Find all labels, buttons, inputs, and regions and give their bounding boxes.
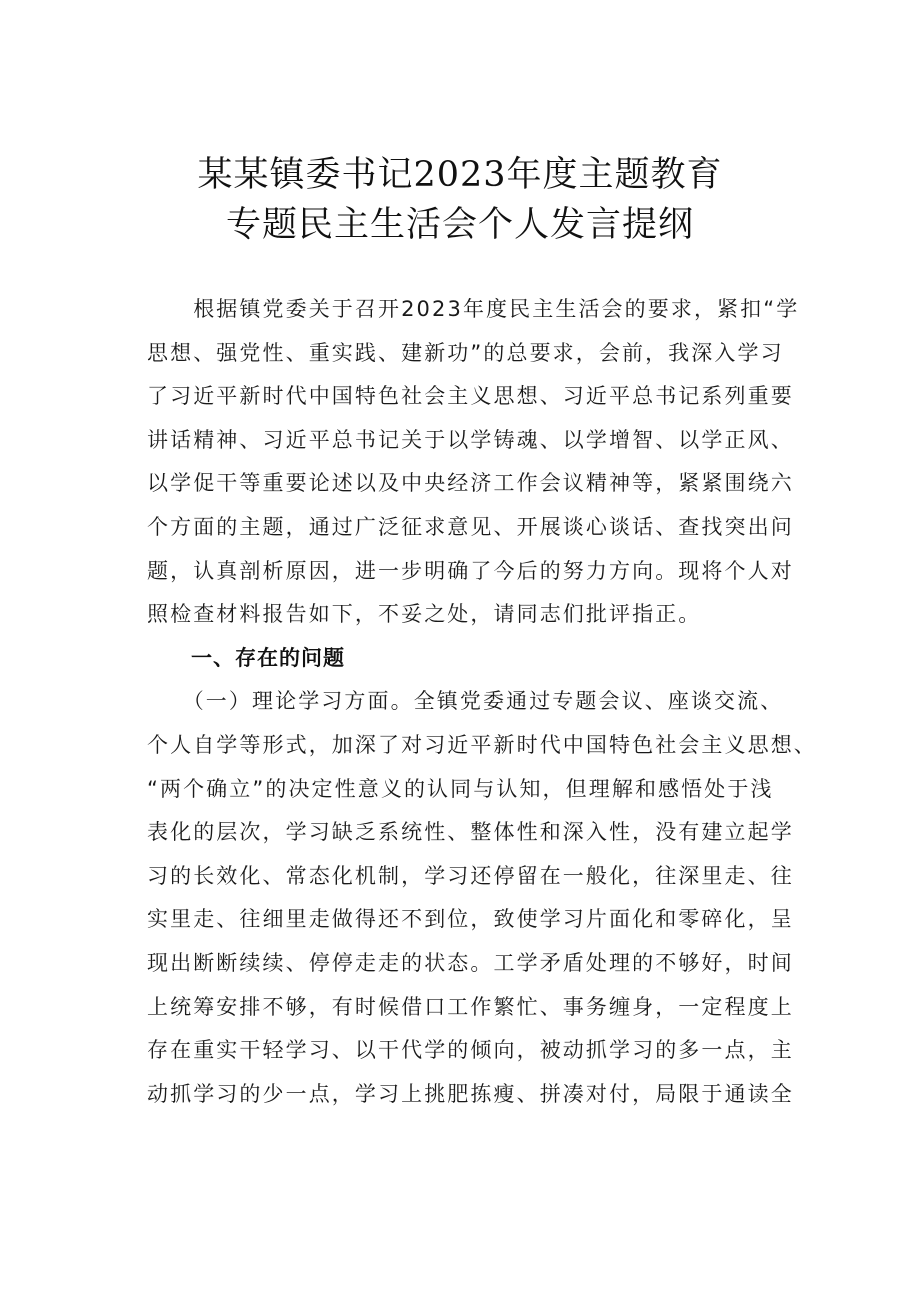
paragraph-line: 上统筹安排不够，有时候借口工作繁忙、事务缠身，一定程度上 [147, 994, 794, 1019]
paragraph-line: 讲话精神、习近平总书记关于以学铸魂、以学增智、以学正风、 [147, 427, 794, 452]
document-title [0, 150, 920, 250]
paragraph-line: 题，认真剖析原因，进一步明确了今后的努力方向。现将个人对 [147, 558, 794, 583]
title-line-2: 专题民主生活会个人发言提纲 [225, 205, 694, 245]
paragraph-line: 了习近平新时代中国特色社会主义思想、习近平总书记系列重要 [147, 384, 794, 409]
paragraph-line: 思想、强党性、重实践、建新功”的总要求，会前，我深入学习 [147, 340, 784, 365]
title-line-1: 某某镇委书记2023年度主题教育 [197, 155, 723, 195]
paragraph-line: 存在重实干轻学习、以干代学的倾向，被动抓学习的多一点，主 [147, 1038, 794, 1063]
paragraph-line: 以学促干等重要论述以及中央经济工作会议精神等，紧紧围绕六 [147, 471, 794, 496]
paragraph-line: 现出断断续续、停停走走的状态。工学矛盾处理的不够好，时间 [147, 950, 794, 975]
paragraph-line: 根据镇党委关于召开2023年度民主生活会的要求，紧扣“学 [147, 297, 800, 321]
paragraph-line: 实里走、往细里走做得还不到位，致使学习片面化和零碎化，呈 [147, 907, 794, 932]
paragraph-line: 个人自学等形式，加深了对习近平新时代中国特色社会主义思想、 [147, 732, 817, 757]
paragraph-line: 表化的层次，学习缺乏系统性、整体性和深入性，没有建立起学 [147, 820, 794, 845]
paragraph-line: 习的长效化、常态化机制，学习还停留在一般化，往深里走、往 [147, 863, 794, 888]
paragraph-line: “两个确立”的决定性意义的认同与认知，但理解和感悟处于浅 [147, 776, 774, 801]
paragraph-line: （一）理论学习方面。全镇党委通过专题会议、座谈交流、 [147, 689, 784, 714]
section-heading: 一、存在的问题 [147, 645, 345, 670]
paragraph-line: 个方面的主题，通过广泛征求意见、开展谈心谈话、查找突出问 [147, 514, 794, 539]
paragraph-line: 动抓学习的少一点，学习上挑肥拣瘦、拼凑对付，局限于通读全 [147, 1081, 794, 1106]
paragraph-line: 照检查材料报告如下，不妥之处，请同志们批评指正。 [147, 602, 702, 627]
document-body [147, 288, 815, 1116]
